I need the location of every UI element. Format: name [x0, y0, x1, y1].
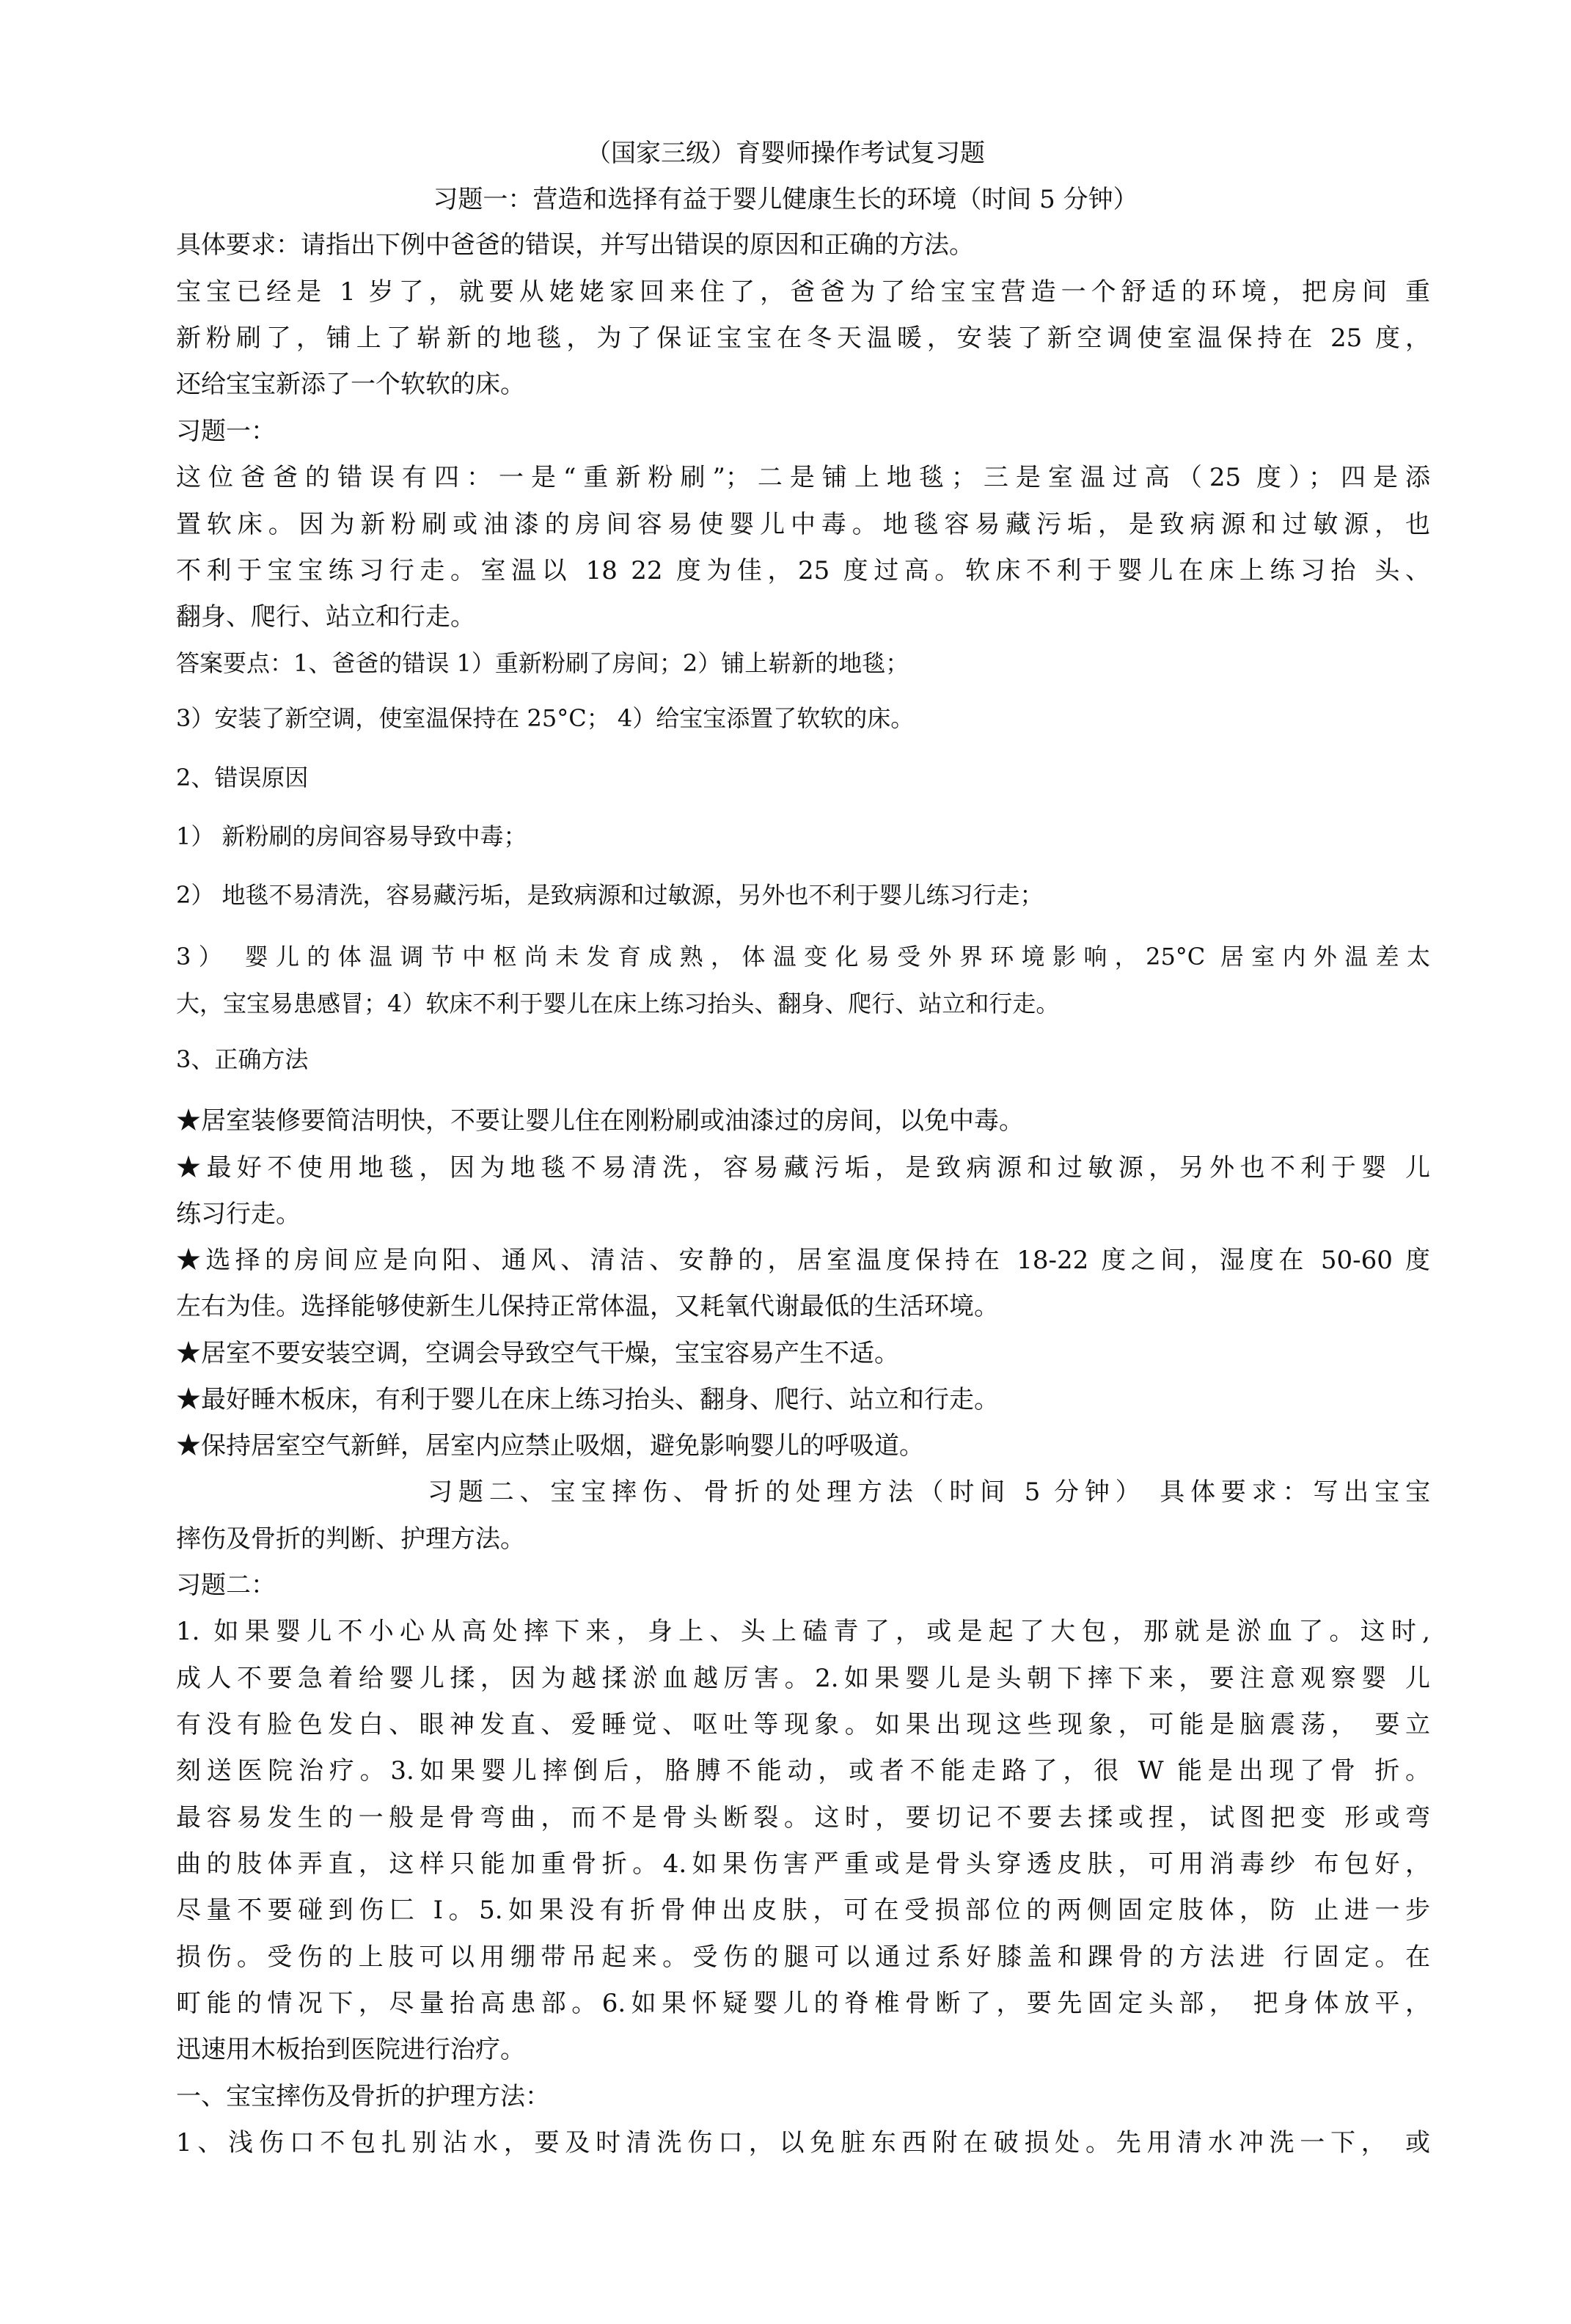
- key-point-line: 2） 地毯不易清洗，容易藏污垢，是致病源和过敏源，另外也不利于婴儿练习行走；: [176, 881, 1044, 909]
- exercise2-answer-line: 最容易发生的一般是骨弯曲，而不是骨头断裂。这时，要切记不要去揉或捏，试图把变 形或弯: [176, 1803, 1430, 1832]
- nursing-heading: 一、宝宝摔伤及骨折的护理方法：: [176, 2082, 550, 2111]
- requirement1-text: 具体要求：请指出下例中爸爸的错误，并写出错误的原因和正确的方法。: [176, 230, 974, 260]
- exercise1-label: 习题一：: [176, 417, 276, 446]
- exercise2-heading-cont: 摔伤及骨折的判断、护理方法。: [176, 1524, 525, 1554]
- key-point-line: 3）安装了新空调，使室温保持在 25°C； 4）给宝宝添置了软软的床。: [176, 704, 915, 732]
- scenario-line: 还给宝宝新添了一个软软的床。: [176, 370, 525, 399]
- exercise1-answer-line: 这位爸爸的错误有四：一是“重新粉刷”；二是铺上地毯；三是室温过高（25 度）；四是添: [176, 463, 1430, 492]
- method-line: ★保持居室空气新鲜，居室内应禁止吸烟，避免影响婴儿的呼吸道。: [176, 1431, 924, 1461]
- method-line: ★选择的房间应是向阳、通风、清洁、安静的，居室温度保持在 18-22 度之间，湿度在 50-60 度: [176, 1246, 1430, 1275]
- key-point-line: 大，宝宝易患感冒；4）软床不利于婴儿在床上练习抬头、翻身、爬行、站立和行走。: [176, 990, 1060, 1017]
- key-point-line: 2、错误原因: [176, 764, 309, 792]
- exercise2-answer-line: 尽量不要碰到伤匚 I。5.如果没有折骨伸出皮肤，可在受损部位的两侧固定肢体，防 止进一步: [176, 1896, 1430, 1925]
- exercise2-answer-line: 刻送医院治疗。3.如果婴儿摔倒后，胳膊不能动，或者不能走路了，很 W 能是出现了骨 折。: [176, 1756, 1430, 1786]
- document-title: （国家三级）育婴师操作考试复习题: [586, 139, 985, 168]
- exercise1-answer-line: 翻身、爬行、站立和行走。: [176, 602, 475, 632]
- exercise2-heading: 习题二、宝宝摔伤、骨折的处理方法（时间 5 分钟） 具体要求：写出宝宝: [428, 1477, 1430, 1507]
- scenario-line: 宝宝已经是 1 岁了，就要从姥姥家回来住了，爸爸为了给宝宝营造一个舒适的环境，把房间 重: [176, 277, 1430, 307]
- key-point-line: 3） 婴儿的体温调节中枢尚未发育成熟，体温变化易受外界环境影响，25°C 居室内外温差太: [176, 943, 1430, 971]
- key-point-line: 1） 新粉刷的房间容易导致中毒；: [176, 822, 527, 850]
- exercise1-answer-line: 不利于宝宝练习行走。室温以 18 22 度为佳，25 度过高。软床不利于婴儿在床上练习抬 头、: [176, 556, 1430, 585]
- exercise2-label: 习题二：: [176, 1571, 276, 1600]
- exercise1-heading: 习题一：营造和选择有益于婴儿健康生长的环境（时间 5 分钟）: [433, 185, 1138, 214]
- method-line: 练习行走。: [176, 1199, 301, 1229]
- exercise1-answer-line: 置软床。因为新粉刷或油漆的房间容易使婴儿中毒。地毯容易藏污垢，是致病源和过敏源，也: [176, 510, 1430, 539]
- method-line: ★居室不要安装空调，空调会导致空气干燥，宝宝容易产生不适。: [176, 1339, 899, 1368]
- nursing-line: 1、浅伤口不包扎别沾水，要及时清洗伤口，以免脏东西附在破损处。先用清水冲洗一下， 或: [176, 2128, 1430, 2157]
- method-line: ★居室装修要简洁明快，不要让婴儿住在刚粉刷或油漆过的房间，以免中毒。: [176, 1106, 1024, 1136]
- exercise2-answer-line: 成人不要急着给婴儿揉，因为越揉淤血越厉害。2.如果婴儿是头朝下摔下来，要注意观察婴 儿: [176, 1664, 1430, 1693]
- exercise2-answer-line: 曲的肢体弄直，这样只能加重骨折。4.如果伤害严重或是骨头穿透皮肤，可用消毒纱 布包好，: [176, 1849, 1430, 1879]
- exercise2-answer-line: 迅速用木板抬到医院进行治疗。: [176, 2035, 525, 2064]
- key-point-line: 3、正确方法: [176, 1045, 309, 1073]
- method-line: 左右为佳。选择能够使新生儿保持正常体温，又耗氧代谢最低的生活环境。: [176, 1292, 999, 1321]
- key-point-line: 答案要点：1、爸爸的错误 1）重新粉刷了房间；2）铺上崭新的地毯；: [176, 649, 909, 677]
- exercise2-answer-line: 有没有脸色发白、眼神发直、爱睡觉、呕吐等现象。如果出现这些现象，可能是脑震荡， 要立: [176, 1710, 1430, 1739]
- exercise2-answer-line: 1. 如果婴儿不小心从高处摔下来，身上、头上磕青了，或是起了大包，那就是淤血了。这时,: [176, 1617, 1430, 1646]
- exercise2-answer-line: 町能的情况下，尽量抬高患部。6.如果怀疑婴儿的脊椎骨断了，要先固定头部， 把身体放平，: [176, 1989, 1430, 2018]
- scenario-line: 新粉刷了，铺上了崭新的地毯，为了保证宝宝在冬天温暖，安装了新空调使室温保持在 25 度，: [176, 324, 1430, 353]
- method-line: ★最好不使用地毯，因为地毯不易清洗，容易藏污垢，是致病源和过敏源，另外也不利于婴 儿: [176, 1153, 1430, 1183]
- method-line: ★最好睡木板床，有利于婴儿在床上练习抬头、翻身、爬行、站立和行走。: [176, 1385, 999, 1414]
- exercise2-answer-line: 损伤。受伤的上肢可以用绷带吊起来。受伤的腿可以通过系好膝盖和踝骨的方法进 行固定。在: [176, 1943, 1430, 1972]
